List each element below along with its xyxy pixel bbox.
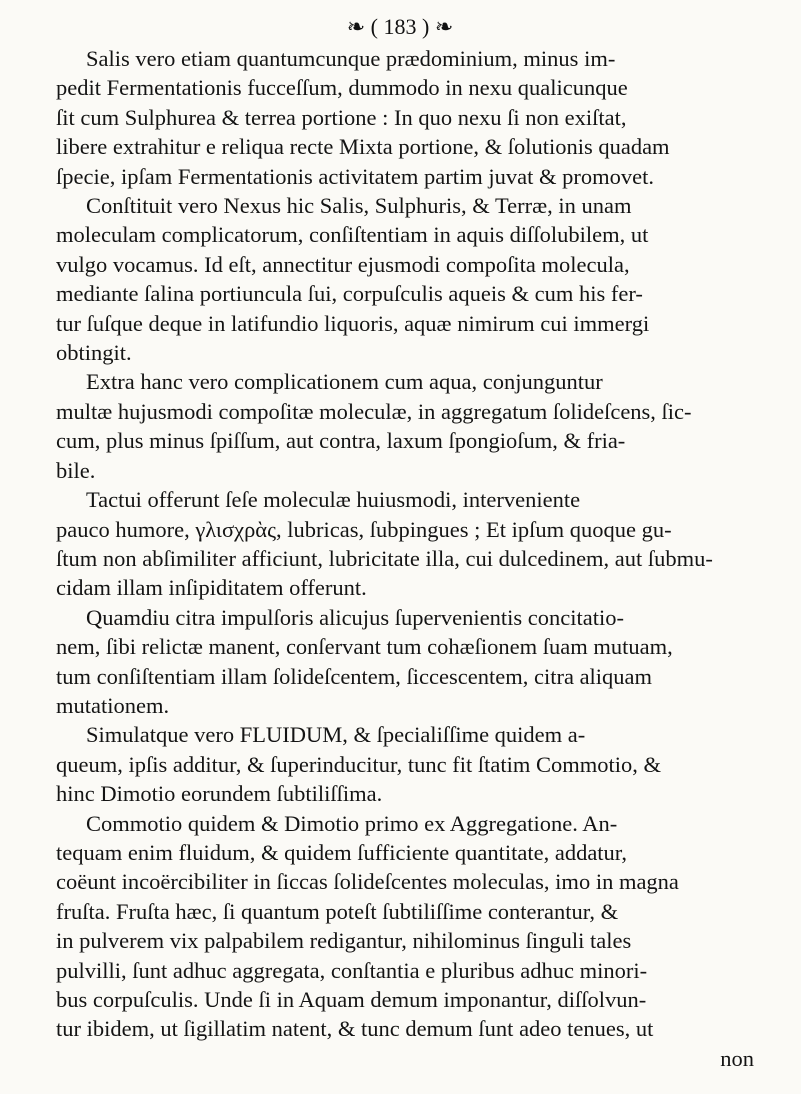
text-line: fruſta. Fruſta hæc, ſi quantum poteſt ſubtiliſſime conterantur, & <box>56 898 619 924</box>
text-line: hinc Dimotio eorundem ſubtiliſſima. <box>56 781 383 807</box>
text-line: Commotio quidem & Dimotio primo ex Aggregatione. An- <box>86 810 618 836</box>
text-line: multæ hujusmodi compoſitæ moleculæ, in aggregatum ſolideſcens, ſic- <box>56 398 692 424</box>
text-line: Conſtituit vero Nexus hic Salis, Sulphuris, & Terræ, in unam <box>86 193 632 219</box>
text-line: cum, plus minus ſpiſſum, aut contra, laxum ſpongioſum, & fria- <box>56 428 626 454</box>
text-line: Tactui offerunt ſeſe moleculæ huiusmodi, interveniente <box>86 487 581 513</box>
text-line: coëunt incoërcibiliter in ſiccas ſolideſcentes moleculas, imo in magna <box>56 869 679 895</box>
text-line: bus corpuſculis. Unde ſi in Aquam demum imponantur, diſſolvun- <box>56 987 647 1012</box>
body-text <box>56 44 784 1073</box>
text-line: cidam illam inſipiditatem offerunt. <box>56 575 367 601</box>
text-line: tur ibidem, ut ſigillatim natent, & tunc demum ſunt adeo tenues, ut <box>56 1016 654 1042</box>
text-line: tum conſiſtentiam illam ſolideſcentem, ſiccescentem, citra aliquam <box>56 663 653 689</box>
text-line: ſit cum Sulphurea & terrea portione : In quo nexu ſi non exiſtat, <box>56 104 627 130</box>
text-line: Salis vero etiam quantumcunque prædominium, minus im- <box>86 46 616 71</box>
text-line: in pulverem vix palpabilem redigantur, nihilominus ſinguli tales <box>56 928 632 954</box>
catchword: non <box>720 1045 754 1071</box>
text-line: mutationem. <box>56 692 170 718</box>
text-line: bile. <box>56 457 96 483</box>
text-line: tequam enim fluidum, & quidem ſufficiente quantitate, addatur, <box>56 839 628 865</box>
text-line: moleculam complicatorum, conſiſtentiam in aquis diſſolubilem, ut <box>56 222 649 248</box>
text-line: ſtum non abſimiliter afficiunt, lubricitate illa, cui dulcedinem, aut ſubmu- <box>56 545 713 571</box>
text-line: tur ſuſque deque in latifundio liquoris, aquæ nimirum cui immergi <box>56 310 650 336</box>
text-line: obtingit. <box>56 340 132 366</box>
text-line: ſpecie, ipſam Fermentationis activitatem partim juvat & promovet. <box>56 163 654 189</box>
text-line: Extra hanc vero complicationem cum aqua, conjunguntur <box>86 369 603 395</box>
text-line: nem, ſibi relictæ manent, conſervant tum cohæſionem ſuam mutuam, <box>56 634 673 660</box>
text-line: queum, ipſis additur, & ſuperinducitur, tunc fit ſtatim Commotio, & <box>56 751 662 777</box>
text-line: pulvilli, ſunt adhuc aggregata, conſtantia e pluribus adhuc minori- <box>56 957 648 983</box>
text-line: mediante ſalina portiuncula ſui, corpuſculis aqueis & cum his fer- <box>56 281 643 307</box>
page-number-header: ❧ ( 183 ) ❧ <box>346 14 454 39</box>
text-line: pauco humore, γλισχρὰς, lubricas, ſubpingues ; Et ipſum quoque gu- <box>56 516 672 542</box>
text-line: Simulatque vero FLUIDUM, & ſpecialiſſime quidem a- <box>86 722 586 748</box>
text-line: vulgo vocamus. Id eſt, annectitur ejusmodi compoſita molecula, <box>56 251 630 277</box>
text-line: libere extrahitur e reliqua recte Mixta portione, & ſolutionis quadam <box>56 134 670 160</box>
text-line: Quamdiu citra impulſoris alicujus ſupervenientis concitatio- <box>86 604 624 630</box>
text-line: pedit Fermentationis fucceſſum, dummodo in nexu qualicunque <box>56 75 628 101</box>
